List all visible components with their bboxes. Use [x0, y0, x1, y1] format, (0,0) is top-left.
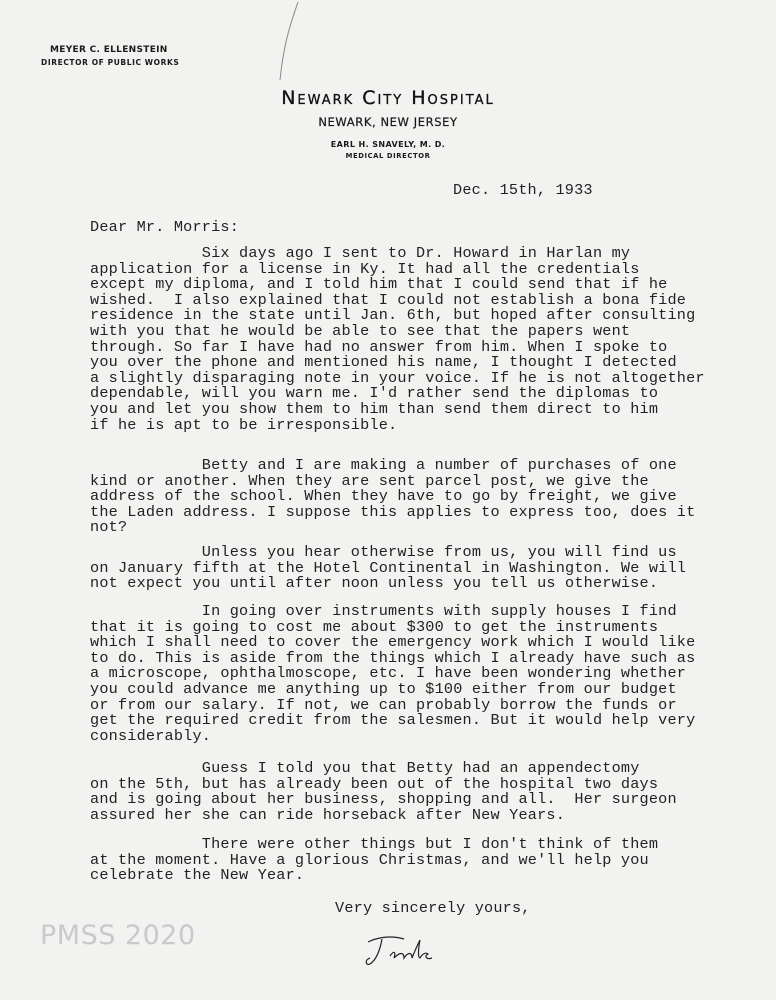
paragraph-1 — [90, 246, 705, 433]
text-line: the Laden address. I suppose this applies to express too, does it — [90, 502, 696, 521]
text-line: to do. This is aside from the things which I already have such as — [90, 648, 696, 667]
text-line: through. So far I have had no answer from him. When I spoke to — [90, 337, 668, 356]
text-line: address of the school. When they have to go by freight, we give — [90, 487, 677, 506]
text-line: not? — [90, 518, 128, 537]
paragraph-6 — [90, 837, 658, 884]
text-line: wished. I also explained that I could not establish a bona fide — [90, 290, 687, 309]
text-line: at the moment. Have a glorious Christmas, and we'll help you — [90, 850, 649, 869]
official-title: DIRECTOR OF PUBLIC WORKS — [41, 58, 180, 67]
text-line: if he is apt to be irresponsible. — [90, 415, 398, 434]
text-line: with you that he would be able to see that the papers went — [90, 321, 631, 340]
text-line: Betty and I are making a number of purchases of one — [90, 456, 677, 474]
closing: Very sincerely yours, — [335, 899, 531, 917]
text-line: application for a license in Ky. It had all the credentials — [90, 259, 640, 278]
text-line: kind or another. When they are sent parcel post, we give the — [90, 471, 649, 490]
text-line: get the required credit from the salesmen. But it would help very — [90, 711, 696, 730]
text-line: Unless you hear otherwise from us, you will find us — [90, 543, 677, 561]
pen-mark — [270, 0, 300, 90]
text-line: In going over instruments with supply houses I find — [90, 602, 677, 620]
text-line: residence in the state until Jan. 6th, but hoped after consulting — [90, 306, 696, 325]
letter-date: Dec. 15th, 1933 — [453, 181, 593, 199]
text-line: considerably. — [90, 726, 212, 745]
text-line: and is going about her business, shopping and all. Her surgeon — [90, 790, 677, 809]
text-line: Guess I told you that Betty had an appendectomy — [90, 759, 640, 777]
paragraph-2 — [90, 458, 695, 536]
text-line: you could advance me anything up to $100 either from our budget — [90, 679, 677, 698]
director-name: EARL H. SNAVELY, M. D. — [330, 140, 446, 149]
text-line: Six days ago I sent to Dr. Howard in Harlan my — [90, 244, 631, 262]
text-line: a slightly disparaging note in your voice. If he is not altogether — [90, 368, 705, 387]
text-line: There were other things but I don't think of them — [90, 835, 659, 853]
official-name: MEYER C. ELLENSTEIN — [50, 45, 168, 55]
text-line: a microscope, ophthalmoscope, etc. I have been wondering whether — [90, 664, 687, 683]
text-line: not expect you until after noon unless you tell us otherwise. — [90, 574, 659, 593]
paragraph-5 — [90, 761, 677, 823]
institution-location: NEWARK, NEW JERSEY — [318, 115, 458, 129]
text-line: on January fifth at the Hotel Continental in Washington. We will — [90, 558, 687, 577]
text-line: celebrate the New Year. — [90, 866, 305, 885]
institution-name: Newark City Hospital — [281, 87, 495, 109]
text-line: assured her she can ride horseback after New Years. — [90, 805, 566, 824]
handwritten-signature — [360, 930, 440, 970]
paragraph-4 — [90, 604, 695, 744]
director-title: MEDICAL DIRECTOR — [345, 152, 431, 160]
text-line: you over the phone and mentioned his name, I thought I detected — [90, 353, 677, 372]
salutation: Dear Mr. Morris: — [90, 218, 240, 236]
text-line: which I shall need to cover the emergency work which I would like — [90, 633, 696, 652]
text-line: that it is going to cost me about $300 to get the instruments — [90, 617, 659, 636]
paragraph-3 — [90, 545, 686, 592]
text-line: dependable, will you warn me. I'd rather send the diplomas to — [90, 384, 659, 403]
text-line: you and let you show them to him than send them direct to him — [90, 399, 659, 418]
text-line: on the 5th, but has already been out of the hospital two days — [90, 774, 659, 793]
text-line: except my diploma, and I told him that I could send that if he — [90, 275, 668, 294]
watermark: PMSS 2020 — [40, 920, 196, 951]
text-line: or from our salary. If not, we can probably borrow the funds or — [90, 695, 677, 714]
